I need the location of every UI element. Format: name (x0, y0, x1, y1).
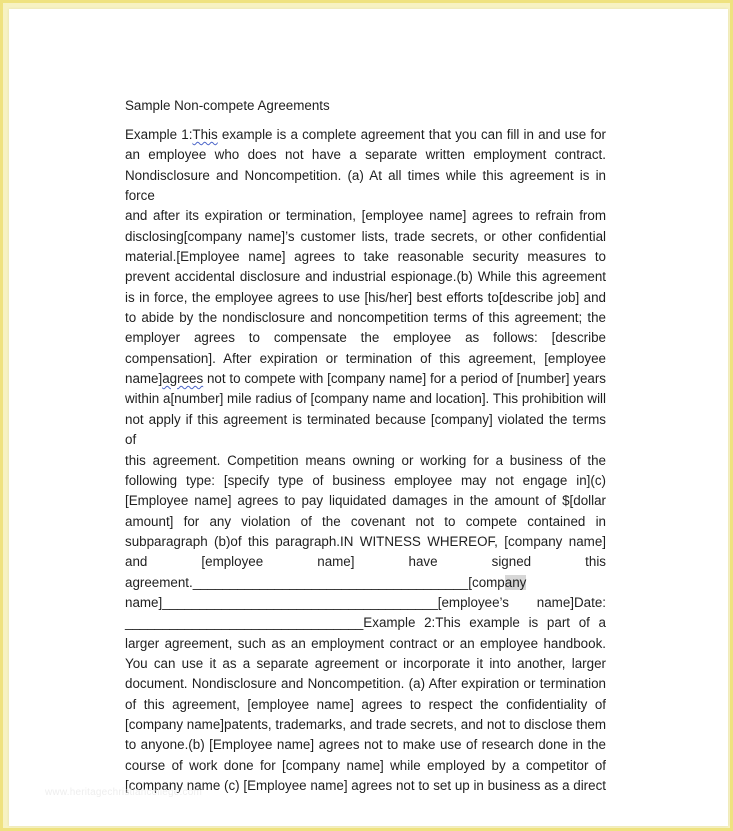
body-line: subparagraph (b)of this paragraph.IN WITNESS WHEREOF, [company name] (125, 533, 606, 549)
body-line: and [employee name] have signed this (125, 554, 606, 570)
document-title: Sample Non-compete Agreements (125, 98, 330, 113)
line-text: not to compete with [company name] for a period of [number] years (203, 371, 606, 387)
body-line: of this agreement, [employee name] agrees to respect the confidentiality of (125, 696, 606, 712)
body-line: Nondisclosure and Noncompetition. (a) At all times while this agreement is in force (125, 167, 606, 204)
selected-text-highlight: any (504, 574, 527, 590)
body-line: ________________________________Example 2:This example is part of a (125, 615, 606, 631)
body-line (125, 369, 606, 389)
body-line: to anyone.(b) [Employee name] agrees not to make use of research done in the (125, 737, 606, 753)
body-line: amount] for any violation of the covenant not to compete contained in (125, 513, 606, 529)
body-line: You can use it as a separate agreement or incorporate it into another, larger (125, 655, 606, 671)
body-line: to abide by the nondisclosure and noncompetition terms of this agreement; the (125, 310, 606, 326)
body-line: [company name]patents, trademarks, and trade secrets, and not to disclose them (125, 716, 606, 732)
body-line: not apply if this agreement is terminated because [company] violated the terms of (125, 411, 606, 448)
body-line: disclosing[company name]’s customer lists, trade secrets, or other confidential (125, 228, 606, 244)
line-text: Example 1: (125, 127, 193, 142)
body-line: compensation]. After expiration or termination of this agreement, [employee (125, 350, 606, 366)
body-line: prevent accidental disclosure and industrial espionage.(b) While this agreement (125, 269, 606, 285)
body-line: larger agreement, such as an employment contract or an employee handbook. (125, 635, 606, 651)
body-line: and after its expiration or termination, [employee name] agrees to refrain from (125, 208, 606, 224)
body-line: name]_____________________________________[employee’s name]Date: (125, 594, 606, 610)
body-line: [Employee name] agrees to pay liquidated damages in the amount of $[dollar (125, 493, 606, 509)
body-line: [company name (c) [Employee name] agrees not to set up in business as a direct (125, 778, 606, 793)
body-line: this agreement. Competition means owning or working for a business of the (125, 452, 606, 468)
watermark-text: www.heritagechristiancollege.com (45, 787, 203, 798)
body-line (125, 125, 606, 145)
body-line: following type: [specify type of business employee may not engage in](c) (125, 472, 606, 488)
body-line: is in force, the employee agrees to use [his/her] best efforts to[describe job] and (125, 289, 606, 305)
document-page (9, 9, 728, 826)
document-content (125, 96, 606, 796)
body-line: an employee who does not have a separate written employment contract. (125, 147, 606, 163)
body-line: employer agrees to compensate the employee as follows: [describe (125, 330, 606, 346)
spellcheck-underlined-word: This (192, 127, 218, 142)
body-line: within a[number] mile radius of [company name and location]. This prohibition will (125, 391, 606, 407)
line-text: example is a complete agreement that you can fill in and use for (217, 127, 606, 142)
body-line (125, 573, 606, 593)
body-line: material.[Employee name] agrees to take reasonable security measures to (125, 249, 606, 265)
body-line: course of work done for [company name] while employed by a competitor of (125, 757, 606, 773)
document-body (125, 125, 606, 796)
spellcheck-underlined-word: agrees (162, 371, 204, 387)
line-text: agreement._____________________________________[comp (125, 574, 505, 590)
line-text: name] (125, 371, 163, 387)
body-line: document. Nondisclosure and Noncompetition. (a) After expiration or termination (125, 676, 606, 692)
